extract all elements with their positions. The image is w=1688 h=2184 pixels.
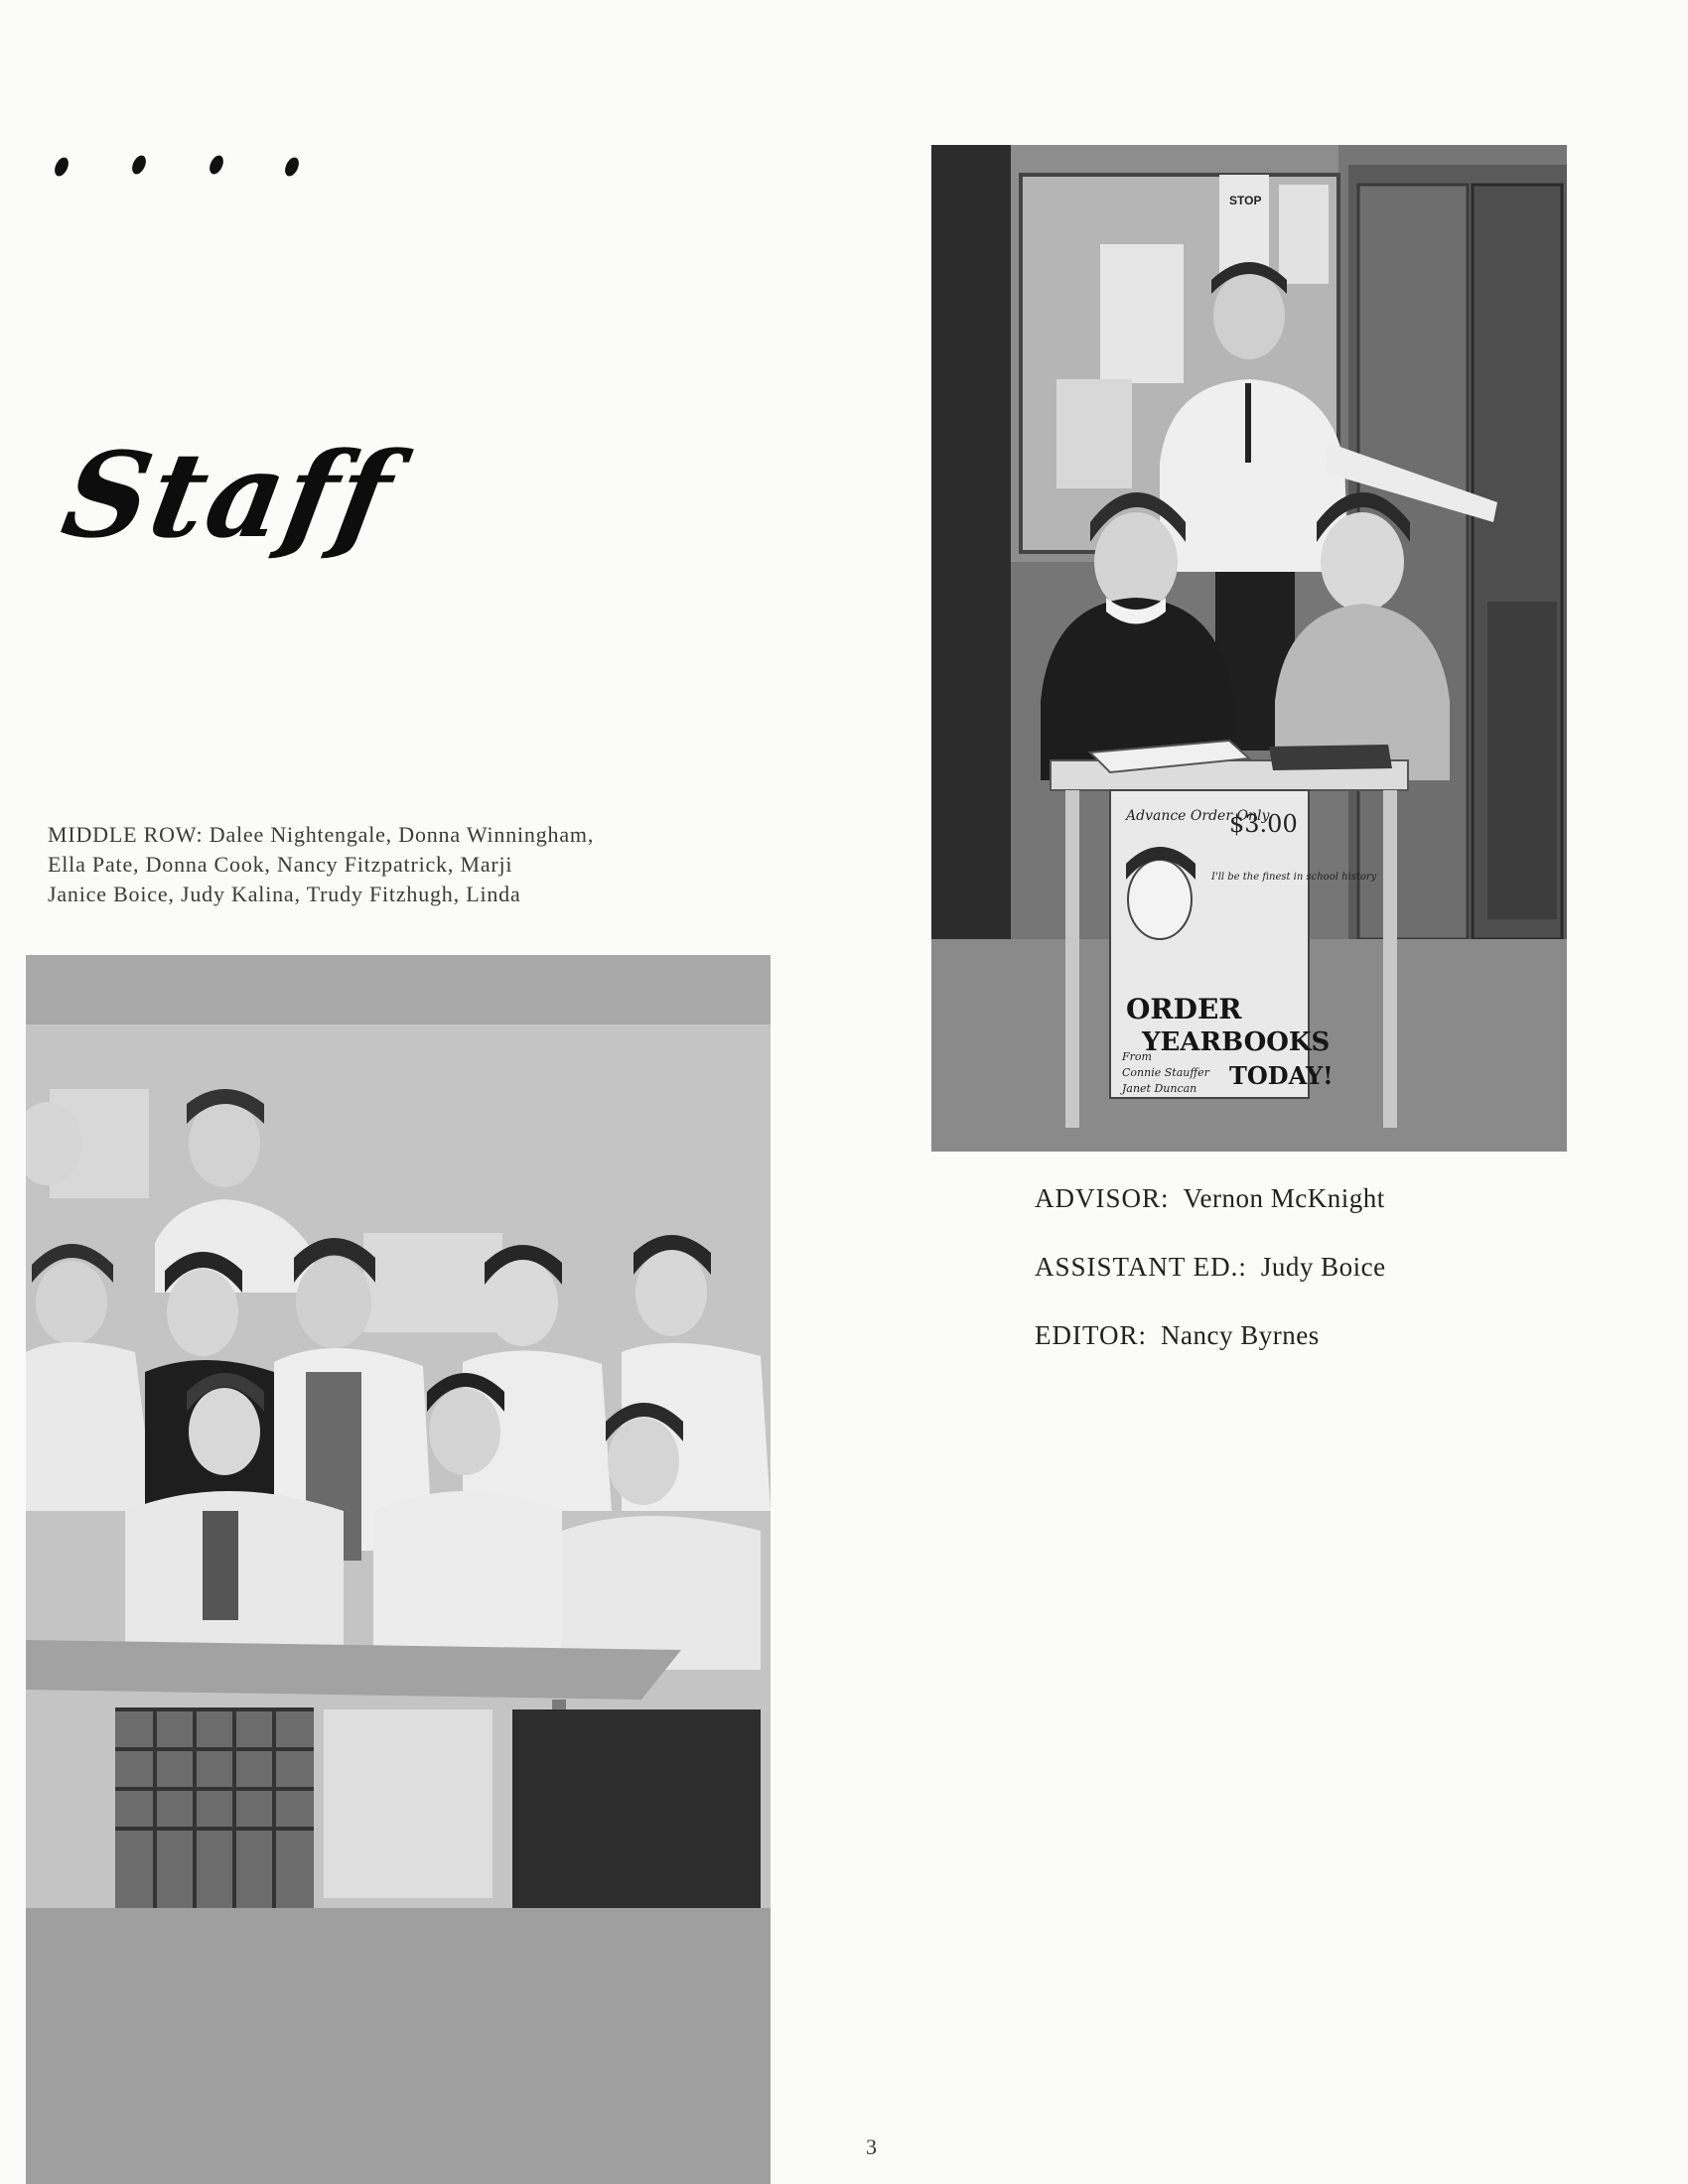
caption-line-3: Janice Boice, Judy Kalina, Trudy Fitzhugh, Linda [48,882,521,906]
group-photo-caption [48,820,743,909]
roster-role: ADVISOR: [1035,1183,1170,1213]
caption-line-1: MIDDLE ROW: Dalee Nightengale, Donna Winningham, [48,822,595,847]
roster-name: Judy Boice [1260,1252,1386,1282]
roster-role: ASSISTANT ED.: [1035,1252,1247,1282]
group-photo [26,955,771,2184]
poster-price: $3.00 [1229,810,1298,838]
dot-1 [52,155,70,178]
poster-line-3: TODAY! [1229,1061,1334,1090]
poster-line-1: ORDER [1126,993,1242,1025]
staff-roster [1035,1183,1591,1389]
poster-speech [1210,872,1377,883]
poster-advance-text: Advance Order Only [1126,808,1270,824]
poster-names-1: Connie Stauffer [1122,1066,1209,1079]
poster-speech-line: I'll be the finest in school history [1211,872,1377,883]
roster-row-advisor [1035,1183,1591,1219]
poster-names-2: Janet Duncan [1122,1082,1197,1095]
staff-photo-illustration [931,145,1567,1152]
roster-role: EDITOR: [1035,1320,1147,1350]
staff-photo [931,145,1567,1152]
decorative-dots [52,149,310,189]
roster-name: Nancy Byrnes [1161,1320,1320,1350]
poster-line-2: YEARBOOKS [1142,1027,1331,1057]
poster-from: From [1122,1050,1152,1063]
stop-sign-text: STOP [1229,194,1262,207]
page-title: Staff [53,426,404,564]
dot-4 [282,155,301,178]
roster-row-assistant-editor [1035,1252,1591,1288]
dot-2 [129,153,148,176]
roster-name: Vernon McKnight [1183,1183,1385,1213]
page-number: 3 [866,2134,877,2159]
roster-row-editor [1035,1320,1591,1356]
group-photo-illustration [26,955,771,2184]
dot-3 [207,153,225,176]
caption-line-2: Ella Pate, Donna Cook, Nancy Fitzpatrick, Marji [48,852,513,877]
